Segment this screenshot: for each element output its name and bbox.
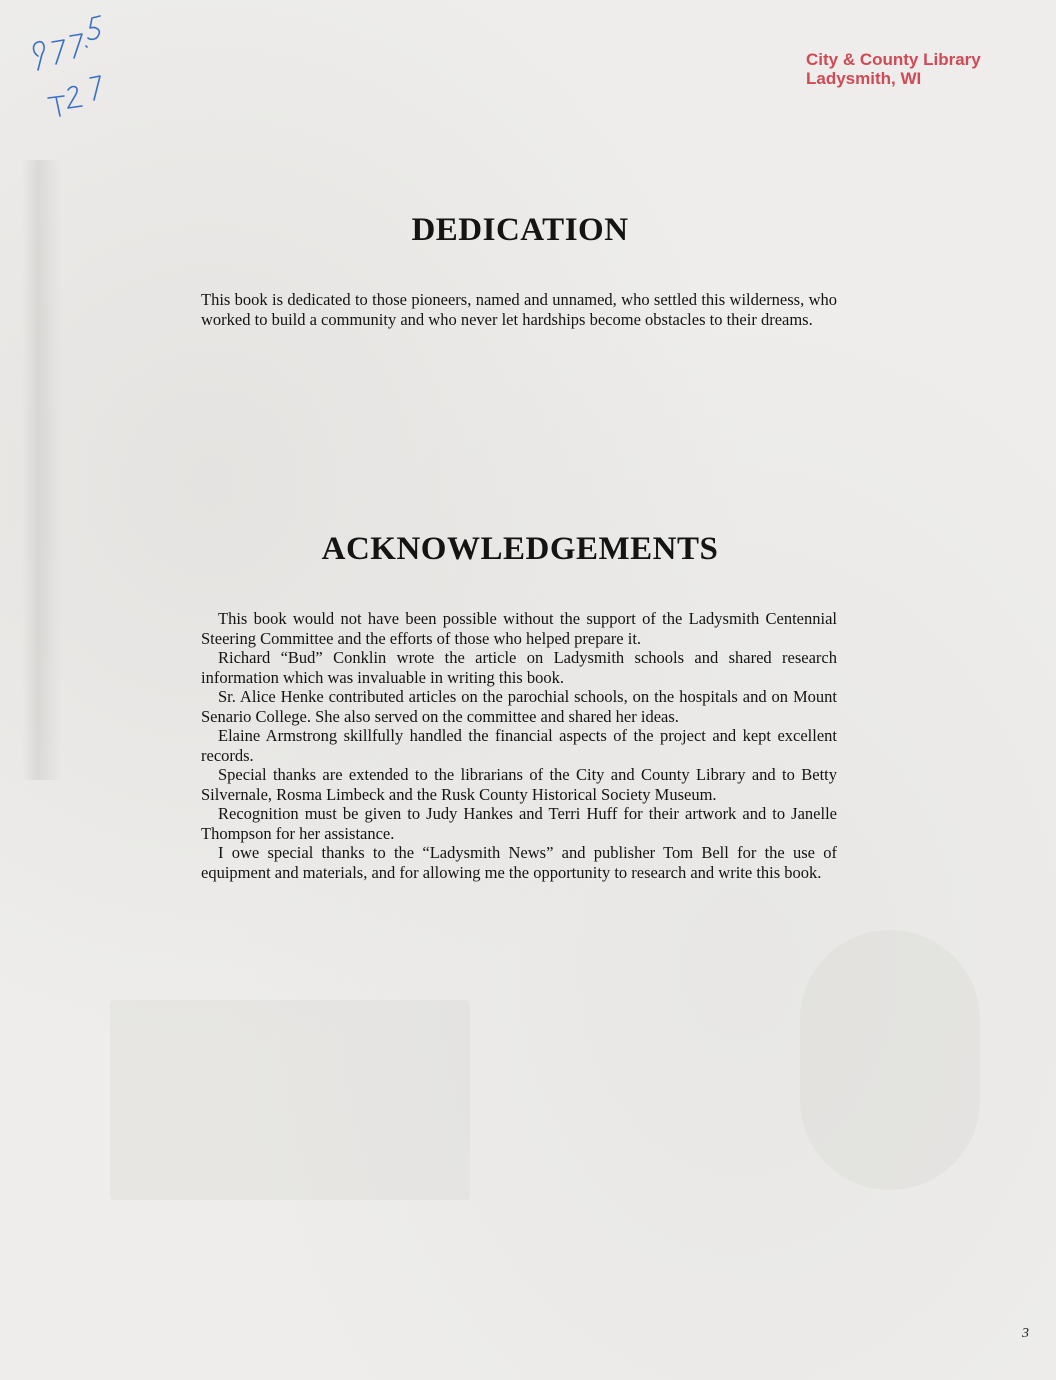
acknowledgements-body xyxy=(201,609,837,882)
bleed-through-emblem xyxy=(800,930,980,1190)
acknowledgement-paragraph: I owe special thanks to the “Ladysmith News” and publisher Tom Bell for the use of equipment and materials, and for allowing me the opportunity to research and write this book. xyxy=(201,843,837,882)
dedication-heading: DEDICATION xyxy=(411,212,629,248)
acknowledgement-paragraph: Special thanks are extended to the librarians of the City and County Library and to Betty Silvernale, Rosma Limbeck and the Rusk County Historical Society Museum. xyxy=(201,765,837,804)
dedication-paragraph: This book is dedicated to those pioneers, named and unnamed, who settled this wilderness, who worked to build a community and who never let hardships become obstacles to their dreams. xyxy=(201,290,837,329)
library-stamp-line2: Ladysmith, WI xyxy=(806,69,922,88)
acknowledgement-paragraph: Sr. Alice Henke contributed articles on the parochial schools, on the hospitals and on Mount Senario College. She also served on the committee and shared her ideas. xyxy=(201,687,837,726)
page-number: 3 xyxy=(1022,1326,1029,1341)
bleed-through-image xyxy=(110,1000,470,1200)
acknowledgements-heading: ACKNOWLEDGEMENTS xyxy=(321,531,719,567)
acknowledgement-paragraph: This book would not have been possible without the support of the Ladysmith Centennial Steering Committee and the efforts of those who helped prepare it. xyxy=(201,609,837,648)
handwritten-call-number xyxy=(26,12,126,122)
acknowledgement-paragraph: Recognition must be given to Judy Hankes and Terri Huff for their artwork and to Janelle Thompson for her assistance. xyxy=(201,804,837,843)
bleed-through-shadow xyxy=(22,160,62,780)
library-stamp-line1: City & County Library xyxy=(806,50,981,69)
acknowledgement-paragraph: Elaine Armstrong skillfully handled the financial aspects of the project and kept excellent records. xyxy=(201,726,837,765)
library-stamp xyxy=(806,50,981,88)
acknowledgement-paragraph: Richard “Bud” Conklin wrote the article on Ladysmith schools and shared research information which was invaluable in writing this book. xyxy=(201,648,837,687)
